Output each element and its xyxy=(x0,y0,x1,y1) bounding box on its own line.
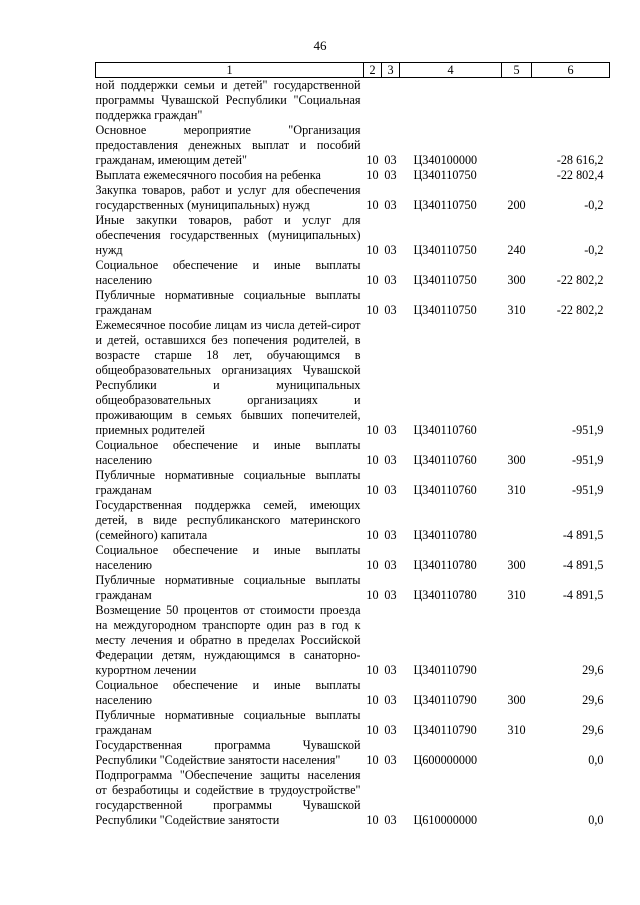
row-subsection: 03 xyxy=(384,813,397,827)
row-amount xyxy=(532,78,610,124)
row-name: ной поддержки семьи и детей" государственной программы Чувашской Республики "Социальная поддержка граждан" xyxy=(95,78,361,122)
row-target-code: Ц340110750 xyxy=(413,303,477,317)
row-name: Возмещение 50 процентов от стоимости проезда на междугородном транспорте один раз в год к месту лечения и обратно в пределах Российской Федерации детям, нуждающимся в санаторно-курортном лечении xyxy=(95,603,361,677)
header-col-1: 1 xyxy=(96,63,364,78)
row-subsection: 03 xyxy=(384,168,397,182)
row-name: Публичные нормативные социальные выплаты гражданам xyxy=(95,468,361,497)
row-expense-type: 310 xyxy=(507,588,526,602)
row-subsection: 03 xyxy=(384,753,397,767)
row-expense-type: 300 xyxy=(507,453,526,467)
row-expense-type xyxy=(502,78,532,124)
row-amount: 29,6 xyxy=(582,663,604,677)
budget-table xyxy=(95,62,610,828)
table-row xyxy=(96,768,610,828)
row-subsection: 03 xyxy=(384,303,397,317)
row-expense-type: 310 xyxy=(507,303,526,317)
row-section: 10 xyxy=(366,483,379,497)
row-amount: 0,0 xyxy=(588,813,604,827)
row-subsection: 03 xyxy=(384,423,397,437)
row-section: 10 xyxy=(366,813,379,827)
table-row xyxy=(96,603,610,678)
table-row xyxy=(96,678,610,708)
table-row xyxy=(96,738,610,768)
row-name: Социальное обеспечение и иные выплаты населению xyxy=(95,258,361,287)
row-section: 10 xyxy=(366,303,379,317)
row-name: Государственная поддержка семей, имеющих детей, в виде республиканского материнского (семейного) капитала xyxy=(95,498,361,542)
row-name: Публичные нормативные социальные выплаты гражданам xyxy=(95,288,361,317)
row-expense-type xyxy=(502,168,532,183)
row-expense-type: 310 xyxy=(507,483,526,497)
table-row xyxy=(96,468,610,498)
row-subsection: 03 xyxy=(384,693,397,707)
row-amount: -0,2 xyxy=(584,243,604,257)
header-col-3: 3 xyxy=(382,63,400,78)
row-name: Социальное обеспечение и иные выплаты населению xyxy=(95,438,361,467)
table-row xyxy=(96,123,610,168)
table-row xyxy=(96,543,610,573)
row-target-code: Ц340110760 xyxy=(413,423,477,437)
row-name: Ежемесячное пособие лицам из числа детей-сирот и детей, оставшихся без попечения родителей, в возрасте старше 18 лет, обучающимся в общеобразовательных организациях Чувашской Республики и муниципальных общеобразовательных организациях и проживающим в семьях бывших попечителей, приемных родителей xyxy=(95,318,361,437)
table-row xyxy=(96,708,610,738)
row-section: 10 xyxy=(366,723,379,737)
row-target-code: Ц340110750 xyxy=(413,168,477,182)
row-amount: -22 802,2 xyxy=(556,273,604,287)
row-expense-type: 300 xyxy=(507,558,526,572)
header-col-2: 2 xyxy=(364,63,382,78)
row-amount: -4 891,5 xyxy=(562,528,604,542)
row-name: Социальное обеспечение и иные выплаты населению xyxy=(95,543,361,572)
row-subsection: 03 xyxy=(384,528,397,542)
row-amount: -22 802,2 xyxy=(556,303,604,317)
row-target-code: Ц600000000 xyxy=(413,753,478,767)
table-row xyxy=(96,258,610,288)
row-target-code: Ц340110750 xyxy=(413,198,477,212)
row-expense-type: 310 xyxy=(507,723,526,737)
row-expense-type xyxy=(502,498,532,543)
row-section: 10 xyxy=(366,663,379,677)
row-expense-type xyxy=(502,768,532,828)
row-expense-type xyxy=(502,603,532,678)
table-row xyxy=(96,573,610,603)
row-target-code: Ц610000000 xyxy=(413,813,478,827)
row-target-code: Ц340110760 xyxy=(413,483,477,497)
table-row xyxy=(96,438,610,468)
row-section: 10 xyxy=(366,423,379,437)
row-subsection: 03 xyxy=(384,243,397,257)
row-subsection: 03 xyxy=(384,198,397,212)
row-expense-type xyxy=(502,738,532,768)
row-amount: -22 802,4 xyxy=(556,168,604,182)
table-row xyxy=(96,213,610,258)
row-amount: -951,9 xyxy=(572,453,604,467)
table-row xyxy=(96,318,610,438)
header-row xyxy=(96,63,610,78)
row-section: 10 xyxy=(366,273,379,287)
row-section: 10 xyxy=(366,453,379,467)
row-target-code: Ц340110760 xyxy=(413,453,477,467)
row-name: Социальное обеспечение и иные выплаты населению xyxy=(95,678,361,707)
row-expense-type xyxy=(502,318,532,438)
row-target-code: Ц340110790 xyxy=(413,723,477,737)
row-subsection: 03 xyxy=(384,663,397,677)
header-col-4: 4 xyxy=(400,63,502,78)
row-section: 10 xyxy=(366,243,379,257)
row-name: Закупка товаров, работ и услуг для обеспечения государственных (муниципальных) нужд xyxy=(95,183,361,212)
row-expense-type: 300 xyxy=(507,273,526,287)
header-col-5: 5 xyxy=(502,63,532,78)
row-subsection xyxy=(382,78,400,124)
row-subsection: 03 xyxy=(384,483,397,497)
row-subsection: 03 xyxy=(384,588,397,602)
row-name: Выплата ежемесячного пособия на ребенка xyxy=(95,168,321,182)
row-section: 10 xyxy=(366,693,379,707)
table-row xyxy=(96,498,610,543)
row-section: 10 xyxy=(366,558,379,572)
row-section: 10 xyxy=(366,753,379,767)
row-name: Публичные нормативные социальные выплаты гражданам xyxy=(95,708,361,737)
row-amount: 29,6 xyxy=(582,723,604,737)
row-section: 10 xyxy=(366,153,379,167)
table-row xyxy=(96,288,610,318)
row-expense-type: 240 xyxy=(507,243,526,257)
row-target-code: Ц340110790 xyxy=(413,693,477,707)
row-name: Публичные нормативные социальные выплаты гражданам xyxy=(95,573,361,602)
row-subsection: 03 xyxy=(384,558,397,572)
table-header xyxy=(96,63,610,78)
row-subsection: 03 xyxy=(384,273,397,287)
row-name: Иные закупки товаров, работ и услуг для обеспечения государственных (муниципальных) нужд xyxy=(95,213,361,257)
row-expense-type xyxy=(502,123,532,168)
row-section: 10 xyxy=(366,528,379,542)
row-target-code: Ц340110750 xyxy=(413,243,477,257)
row-name: Государственная программа Чувашской Республики "Содействие занятости населения" xyxy=(95,738,361,767)
row-amount: 0,0 xyxy=(588,753,604,767)
row-section xyxy=(364,78,382,124)
row-target-code: Ц340110780 xyxy=(413,558,477,572)
row-subsection: 03 xyxy=(384,153,397,167)
row-section: 10 xyxy=(366,198,379,212)
row-amount: -4 891,5 xyxy=(562,588,604,602)
row-target-code: Ц340110780 xyxy=(413,528,477,542)
row-subsection: 03 xyxy=(384,453,397,467)
row-amount: -951,9 xyxy=(572,423,604,437)
row-expense-type: 200 xyxy=(507,198,526,212)
header-col-6: 6 xyxy=(532,63,610,78)
row-expense-type: 300 xyxy=(507,693,526,707)
row-target-code: Ц340100000 xyxy=(413,153,478,167)
row-name: Основное мероприятие "Организация предоставления денежных выплат и пособий гражданам, имеющим детей" xyxy=(95,123,361,167)
row-amount: -951,9 xyxy=(572,483,604,497)
table-row xyxy=(96,183,610,213)
row-amount: 29,6 xyxy=(582,693,604,707)
table-row xyxy=(96,168,610,183)
page-number: 46 xyxy=(313,38,327,53)
row-target-code: Ц340110790 xyxy=(413,663,477,677)
row-section: 10 xyxy=(366,168,379,182)
row-name: Подпрограмма "Обеспечение защиты населения от безработицы и содействие в трудоустройстве" государственной программы Чувашской Республики "Содействие занятости xyxy=(95,768,361,827)
row-subsection: 03 xyxy=(384,723,397,737)
table-body xyxy=(96,78,610,829)
row-target-code: Ц340110750 xyxy=(413,273,477,287)
row-section: 10 xyxy=(366,588,379,602)
row-amount: -28 616,2 xyxy=(556,153,604,167)
row-amount: -0,2 xyxy=(584,198,604,212)
table-row xyxy=(96,78,610,124)
row-target-code: Ц340110780 xyxy=(413,588,477,602)
row-target-code xyxy=(400,78,502,124)
row-amount: -4 891,5 xyxy=(562,558,604,572)
